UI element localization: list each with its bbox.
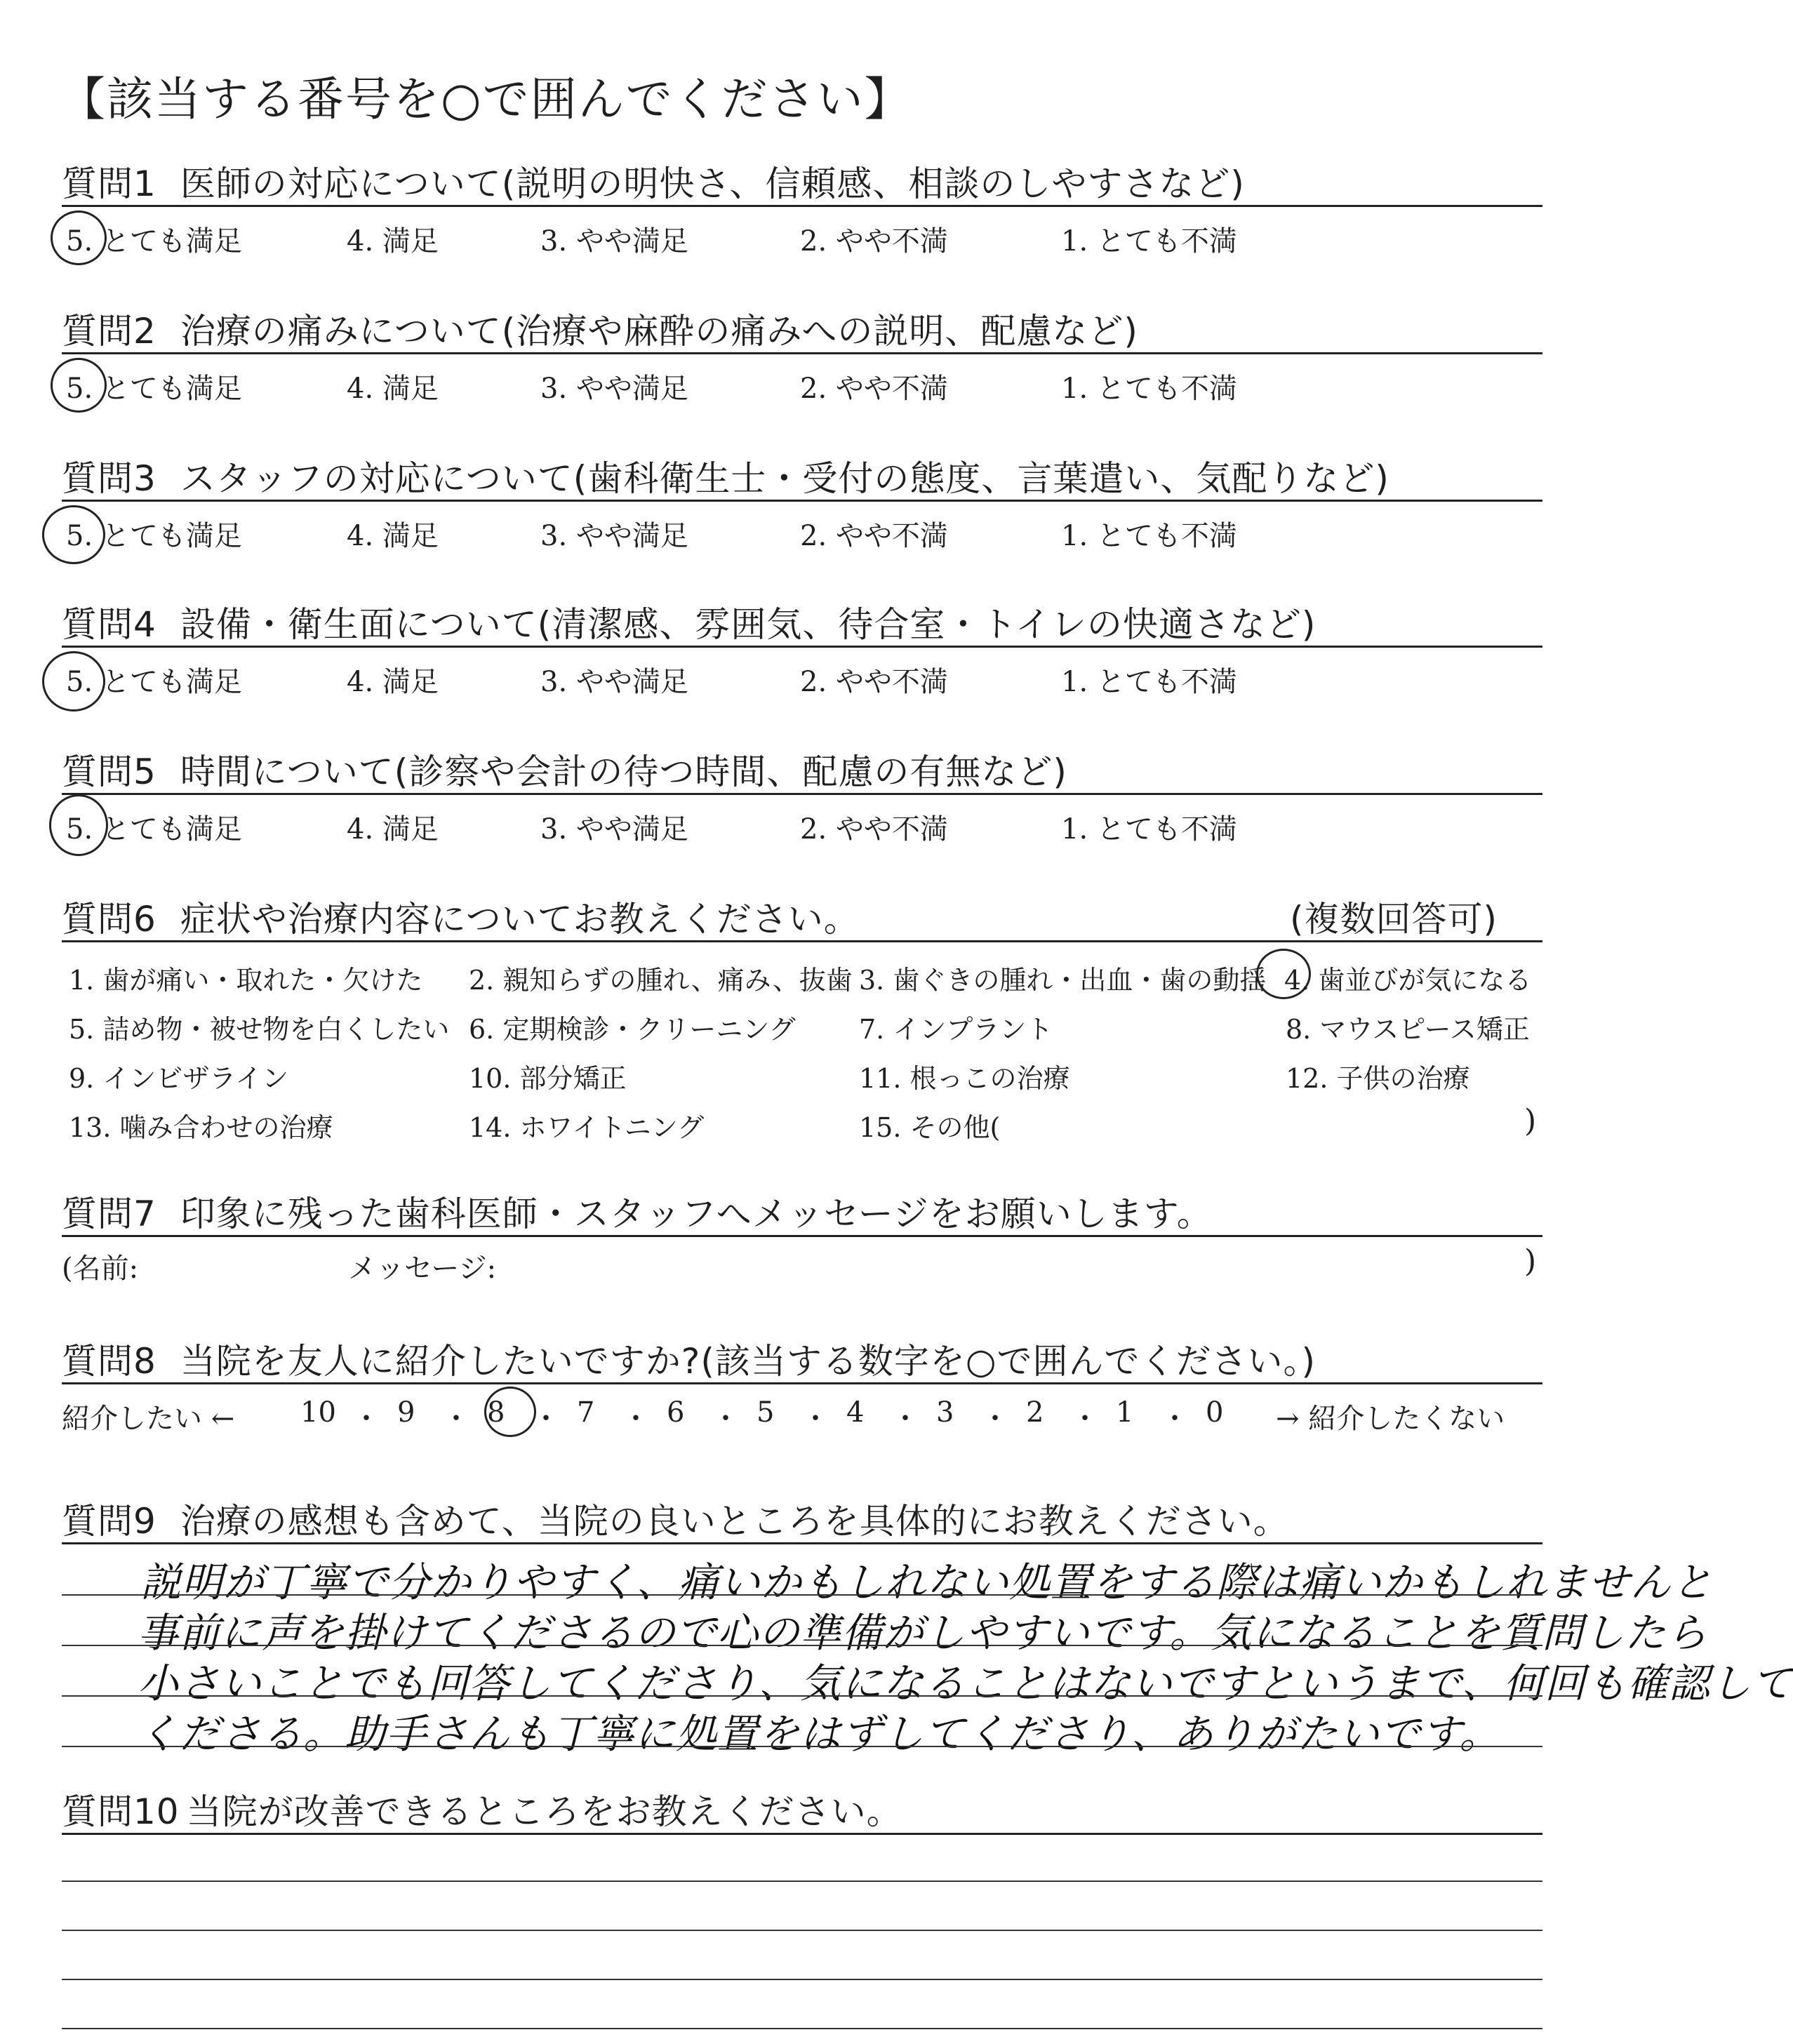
q4-option-5[interactable]: 5. とても満足 (66, 666, 242, 698)
q8-scale-dot: ・ (622, 1403, 650, 1435)
q7-message-label: メッセージ: (348, 1253, 497, 1285)
q8-left-label: 紹介したい ← (62, 1403, 235, 1435)
question-9-number: 質問9 (62, 1501, 156, 1542)
question-5-rule (62, 793, 1542, 795)
question-8-number: 質問8 (62, 1341, 156, 1382)
q8-right-label: → 紹介したくない (1276, 1403, 1505, 1435)
q4-option-4[interactable]: 4. 満足 (347, 666, 439, 698)
q10-line-rule-3 (62, 1979, 1542, 1980)
q8-scale-dot: ・ (442, 1403, 470, 1435)
question-9-title (62, 1493, 1289, 1544)
question-10-title (62, 1784, 902, 1834)
q2-option-4[interactable]: 4. 満足 (347, 373, 439, 405)
q2-option-5[interactable]: 5. とても満足 (66, 373, 242, 405)
question-6-number: 質問6 (62, 899, 156, 940)
q8-scale-dot: ・ (801, 1403, 829, 1435)
question-3-rule (62, 500, 1542, 502)
q6-item-3[interactable]: 3. 歯ぐきの腫れ・出血・歯の動揺 (859, 965, 1267, 996)
q8-scale-dot: ・ (891, 1403, 919, 1435)
q8-scale-6[interactable]: 6 (667, 1396, 685, 1429)
question-9-text: 治療の感想も含めて、当院の良いところを具体的にお教えください。 (180, 1501, 1289, 1542)
q3-option-2[interactable]: 2. やや不満 (800, 520, 948, 552)
q8-scale-10[interactable]: 10 (300, 1396, 336, 1429)
question-5-text: 時間について(診察や会計の待つ時間、配慮の有無など) (180, 752, 1067, 792)
question-2-title (62, 303, 1138, 354)
q6-item-9[interactable]: 9. インビザライン (69, 1063, 289, 1094)
q9-answer-line-1: 説明が丁寧で分かりやすく、痛いかもしれない処置をする際は痛いかもしれませんと (140, 1558, 1713, 1606)
question-1-number: 質問1 (62, 163, 156, 204)
q9-answer-line-3: 小さいことでも回答してくださり、気になることはないですというまで、何回も確認して (138, 1659, 1793, 1707)
q8-selected-circle (484, 1387, 536, 1437)
q6-item-8[interactable]: 8. マウスピース矯正 (1286, 1014, 1530, 1045)
question-6-text: 症状や治療内容についてお教えください。 (180, 899, 860, 940)
q1-option-5[interactable]: 5. とても満足 (66, 225, 242, 258)
q5-option-3[interactable]: 3. やや満足 (540, 813, 688, 846)
q1-option-1[interactable]: 1. とても不満 (1061, 225, 1237, 258)
q10-line-rule-2 (62, 1930, 1542, 1931)
q10-line-rule-4 (62, 2028, 1542, 2029)
q6-item-1[interactable]: 1. 歯が痛い・取れた・欠けた (69, 965, 423, 996)
question-2-rule (62, 352, 1542, 354)
q9-line-rule-2 (62, 1645, 1542, 1646)
question-1-rule (62, 205, 1542, 207)
question-3-text: スタッフの対応について(歯科衛生士・受付の態度、言葉遣い、気配りなど) (180, 458, 1389, 499)
q8-scale-8[interactable]: 8 (487, 1396, 505, 1429)
question-1-text: 医師の対応について(説明の明快さ、信頼感、相談のしやすさなど) (180, 163, 1245, 204)
q6-item-11[interactable]: 11. 根っこの治療 (859, 1063, 1070, 1094)
q10-line-rule-1 (62, 1881, 1542, 1882)
q6-item-5[interactable]: 5. 詰め物・被せ物を白くしたい (69, 1014, 450, 1045)
q8-scale-dot: ・ (532, 1403, 560, 1435)
q6-item-15[interactable]: 15. その他( (859, 1112, 1001, 1143)
question-3-title (62, 450, 1389, 501)
q5-option-2[interactable]: 2. やや不満 (800, 813, 948, 846)
q9-line-rule-1 (62, 1594, 1542, 1596)
q8-scale-dot: ・ (712, 1403, 740, 1435)
question-6-note: (複数回答可) (1290, 899, 1498, 940)
q8-scale-dot: ・ (1071, 1403, 1099, 1435)
q8-scale-7[interactable]: 7 (577, 1396, 595, 1429)
q6-other-close-paren: ) (1524, 1103, 1537, 1139)
q1-option-4[interactable]: 4. 満足 (347, 225, 439, 258)
q3-option-3[interactable]: 3. やや満足 (540, 520, 688, 552)
q5-option-5[interactable]: 5. とても満足 (66, 813, 242, 846)
question-4-text: 設備・衛生面について(清潔感、雰囲気、待合室・トイレの快適さなど) (180, 604, 1317, 645)
question-4-rule (62, 646, 1542, 648)
question-9-rule (62, 1542, 1542, 1544)
question-1-title (62, 156, 1245, 206)
q2-option-3[interactable]: 3. やや満足 (540, 373, 688, 405)
q8-scale-dot: ・ (1161, 1403, 1189, 1435)
q6-item-7[interactable]: 7. インプラント (859, 1014, 1053, 1045)
q9-line-rule-3 (62, 1695, 1542, 1697)
q3-option-4[interactable]: 4. 満足 (347, 520, 439, 552)
q8-scale-4[interactable]: 4 (846, 1396, 865, 1429)
question-6-rule (62, 940, 1542, 942)
question-7-number: 質問7 (62, 1194, 156, 1234)
question-8-text: 当院を友人に紹介したいですか?(該当する数字を○で囲んでください。) (180, 1341, 1316, 1382)
question-10-rule (62, 1833, 1542, 1835)
q6-item-13[interactable]: 13. 噛み合わせの治療 (69, 1112, 333, 1143)
form-heading: 【該当する番号を○で囲んでください】 (59, 72, 912, 126)
q4-option-1[interactable]: 1. とても不満 (1061, 666, 1237, 698)
q4-option-3[interactable]: 3. やや満足 (540, 666, 688, 698)
q1-option-2[interactable]: 2. やや不満 (800, 225, 948, 258)
question-7-text: 印象に残った歯科医師・スタッフへメッセージをお願いします。 (180, 1194, 1213, 1234)
q5-option-1[interactable]: 1. とても不満 (1061, 813, 1237, 846)
q2-option-1[interactable]: 1. とても不満 (1061, 373, 1237, 405)
q6-item-2[interactable]: 2. 親知らずの腫れ、痛み、抜歯 (469, 965, 853, 996)
q9-answer-line-4: くださる。助手さんも丁寧に処置をはずしてくださり、ありがたいです。 (138, 1710, 1501, 1758)
q4-option-2[interactable]: 2. やや不満 (800, 666, 948, 698)
question-2-number: 質問2 (62, 311, 156, 352)
q2-option-2[interactable]: 2. やや不満 (800, 373, 948, 405)
q8-scale-5[interactable]: 5 (756, 1396, 775, 1429)
question-10-text: 当院が改善できるところをお教えください。 (186, 1791, 902, 1832)
q9-answer-line-2: 事前に声を掛けてくださるので心の準備がしやすいです。気になることを質問したら (138, 1609, 1708, 1657)
q5-option-4[interactable]: 4. 満足 (347, 813, 439, 846)
q8-scale-1[interactable]: 1 (1116, 1396, 1134, 1429)
question-7-title (62, 1186, 1213, 1236)
question-4-number: 質問4 (62, 604, 156, 645)
question-5-title (62, 744, 1067, 794)
question-10-number: 質問10 (62, 1791, 180, 1832)
q3-option-5[interactable]: 5. とても満足 (66, 520, 242, 552)
q8-scale-9[interactable]: 9 (397, 1396, 415, 1429)
q9-line-rule-4 (62, 1746, 1542, 1747)
q8-scale-2[interactable]: 2 (1026, 1396, 1044, 1429)
q8-scale-dot: ・ (981, 1403, 1009, 1435)
q6-item-10[interactable]: 10. 部分矯正 (469, 1063, 627, 1094)
q6-item-14[interactable]: 14. ホワイトニング (469, 1112, 705, 1143)
question-4-title (62, 596, 1316, 647)
q7-close-paren: ) (1524, 1243, 1537, 1279)
q3-option-1[interactable]: 1. とても不満 (1061, 520, 1237, 552)
question-2-text: 治療の痛みについて(治療や麻酔の痛みへの説明、配慮など) (180, 311, 1138, 352)
q6-item-4[interactable]: 4. 歯並びが気になる (1284, 965, 1532, 996)
question-3-number: 質問3 (62, 458, 156, 499)
question-7-rule (62, 1235, 1542, 1237)
q6-item-12[interactable]: 12. 子供の治療 (1286, 1063, 1470, 1094)
q1-option-3[interactable]: 3. やや満足 (540, 225, 688, 258)
question-5-number: 質問5 (62, 752, 156, 792)
q8-scale-dot: ・ (352, 1403, 380, 1435)
question-8-title (62, 1333, 1316, 1384)
q7-name-label: (名前: (62, 1253, 139, 1285)
q8-scale-0[interactable]: 0 (1206, 1396, 1224, 1429)
q6-item-6[interactable]: 6. 定期検診・クリーニング (469, 1014, 796, 1045)
question-8-rule (62, 1382, 1542, 1384)
question-6-title (62, 891, 860, 942)
q8-scale-3[interactable]: 3 (936, 1396, 954, 1429)
